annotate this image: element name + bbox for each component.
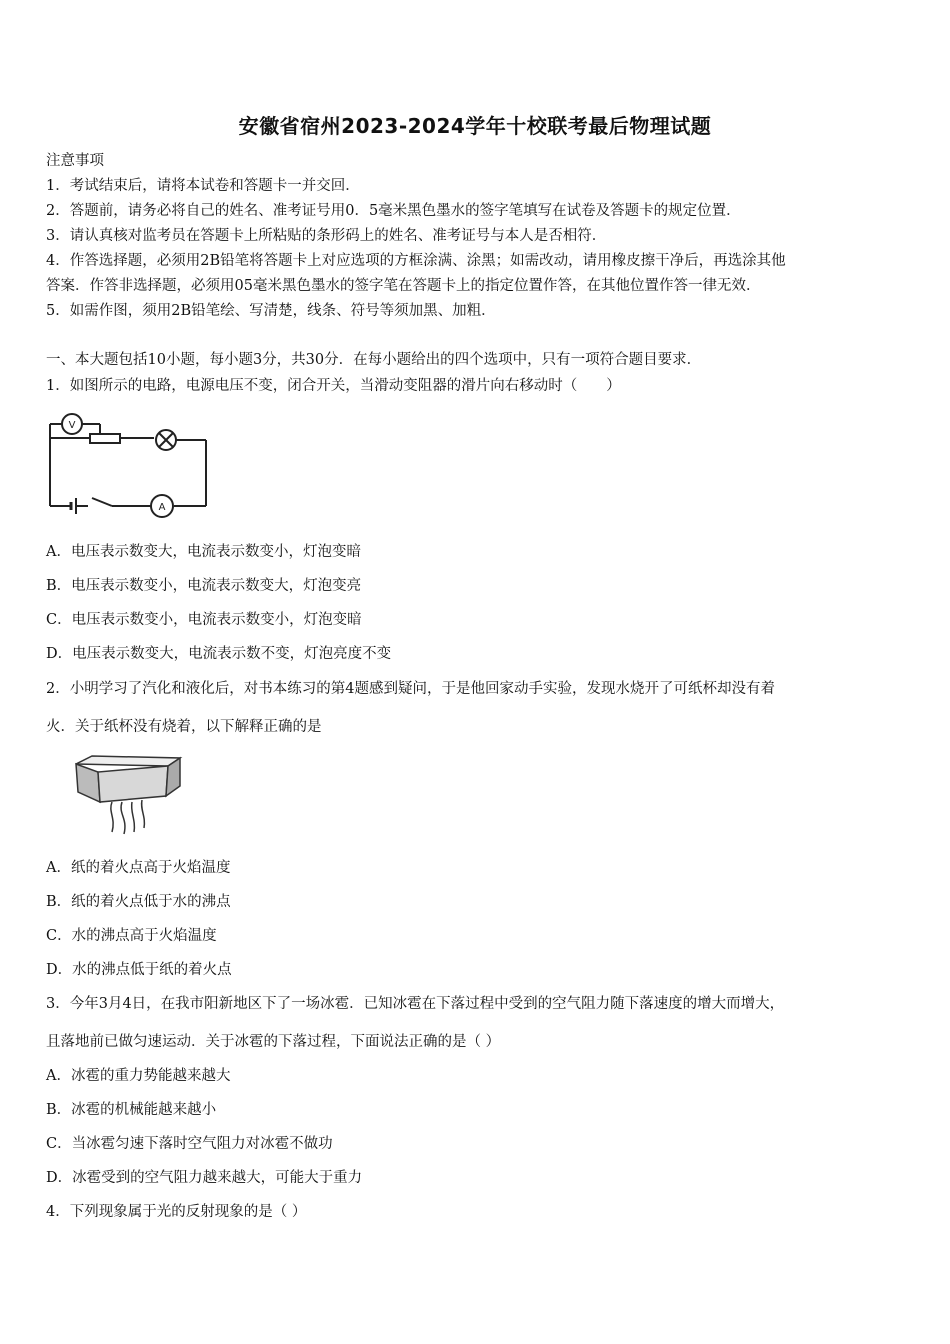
voltmeter-label: V <box>68 420 76 431</box>
notice-heading: 注意事项 <box>46 153 104 169</box>
question-1-option-a: A．电压表示数变大，电流表示数变小，灯泡变暗 <box>46 544 361 560</box>
question-1-option-c: C．电压表示数变小，电流表示数变小，灯泡变暗 <box>46 612 362 628</box>
flame-icon <box>111 802 113 832</box>
question-4-stem: 4．下列现象属于光的反射现象的是（ ） <box>46 1204 307 1220</box>
switch-icon <box>92 498 112 506</box>
notice-item: 2．答题前，请务必将自己的姓名、准考证号用0．5毫米黑色墨水的签字笔填写在试卷及答题卡的规定位置． <box>46 203 741 219</box>
question-2-stem-cont: 火．关于纸杯没有烧着，以下解释正确的是 <box>46 719 322 735</box>
question-3-option-c: C．当冰雹匀速下落时空气阻力对冰雹不做功 <box>46 1136 333 1152</box>
question-3-option-d: D．冰雹受到的空气阻力越来越大，可能大于重力 <box>46 1170 363 1186</box>
question-1-option-b: B．电压表示数变小，电流表示数变大，灯泡变亮 <box>46 578 362 594</box>
question-2-option-b: B．纸的着火点低于水的沸点 <box>46 894 231 910</box>
notice-item: 4．作答选择题，必须用2B铅笔将答题卡上对应选项的方框涂满、涂黑；如需改动，请用橡皮擦干净后，再选涂其他 <box>46 253 786 269</box>
question-2-option-c: C．水的沸点高于火焰温度 <box>46 928 217 944</box>
page-title: 安徽省宿州2023-2024学年十校联考最后物理试题 <box>238 114 712 138</box>
paper-cup-illustration <box>72 752 184 838</box>
ammeter-label: A <box>158 502 166 513</box>
circuit-diagram <box>44 404 212 526</box>
section-heading: 一、本大题包括10小题，每小题3分，共30分．在每小题给出的四个选项中，只有一项符合题目要求． <box>46 352 702 368</box>
rheostat-icon <box>90 434 120 443</box>
question-1-stem: 1．如图所示的电路，电源电压不变，闭合开关，当滑动变阻器的滑片向右移动时（ ） <box>46 378 621 394</box>
question-3-stem-cont: 且落地前已做匀速运动．关于冰雹的下落过程，下面说法正确的是（ ） <box>46 1034 501 1050</box>
question-2-option-d: D．水的沸点低于纸的着火点 <box>46 962 232 978</box>
notice-item: 答案．作答非选择题，必须用05毫米黑色墨水的签字笔在答题卡上的指定位置作答，在其他位置作答一律无效． <box>46 278 761 294</box>
question-2-option-a: A．纸的着火点高于火焰温度 <box>46 860 231 876</box>
notice-item: 5．如需作图，须用2B铅笔绘、写清楚，线条、符号等须加黑、加粗． <box>46 303 496 319</box>
question-2-stem: 2．小明学习了汽化和液化后，对书本练习的第4题感到疑问，于是他回家动手实验，发现水烧开了可纸杯却没有着 <box>46 681 775 697</box>
question-3-stem: 3．今年3月4日，在我市阳新地区下了一场冰雹．已知冰雹在下落过程中受到的空气阻力随下落速度的增大而增大， <box>46 996 785 1012</box>
question-1-option-d: D．电压表示数变大，电流表示数不变，灯泡亮度不变 <box>46 646 392 662</box>
notice-item: 3．请认真核对监考员在答题卡上所粘贴的条形码上的姓名、准考证号与本人是否相符． <box>46 228 607 244</box>
question-3-option-a: A．冰雹的重力势能越来越大 <box>46 1068 231 1084</box>
notice-item: 1．考试结束后，请将本试卷和答题卡一并交回． <box>46 178 360 194</box>
question-3-option-b: B．冰雹的机械能越来越小 <box>46 1102 217 1118</box>
